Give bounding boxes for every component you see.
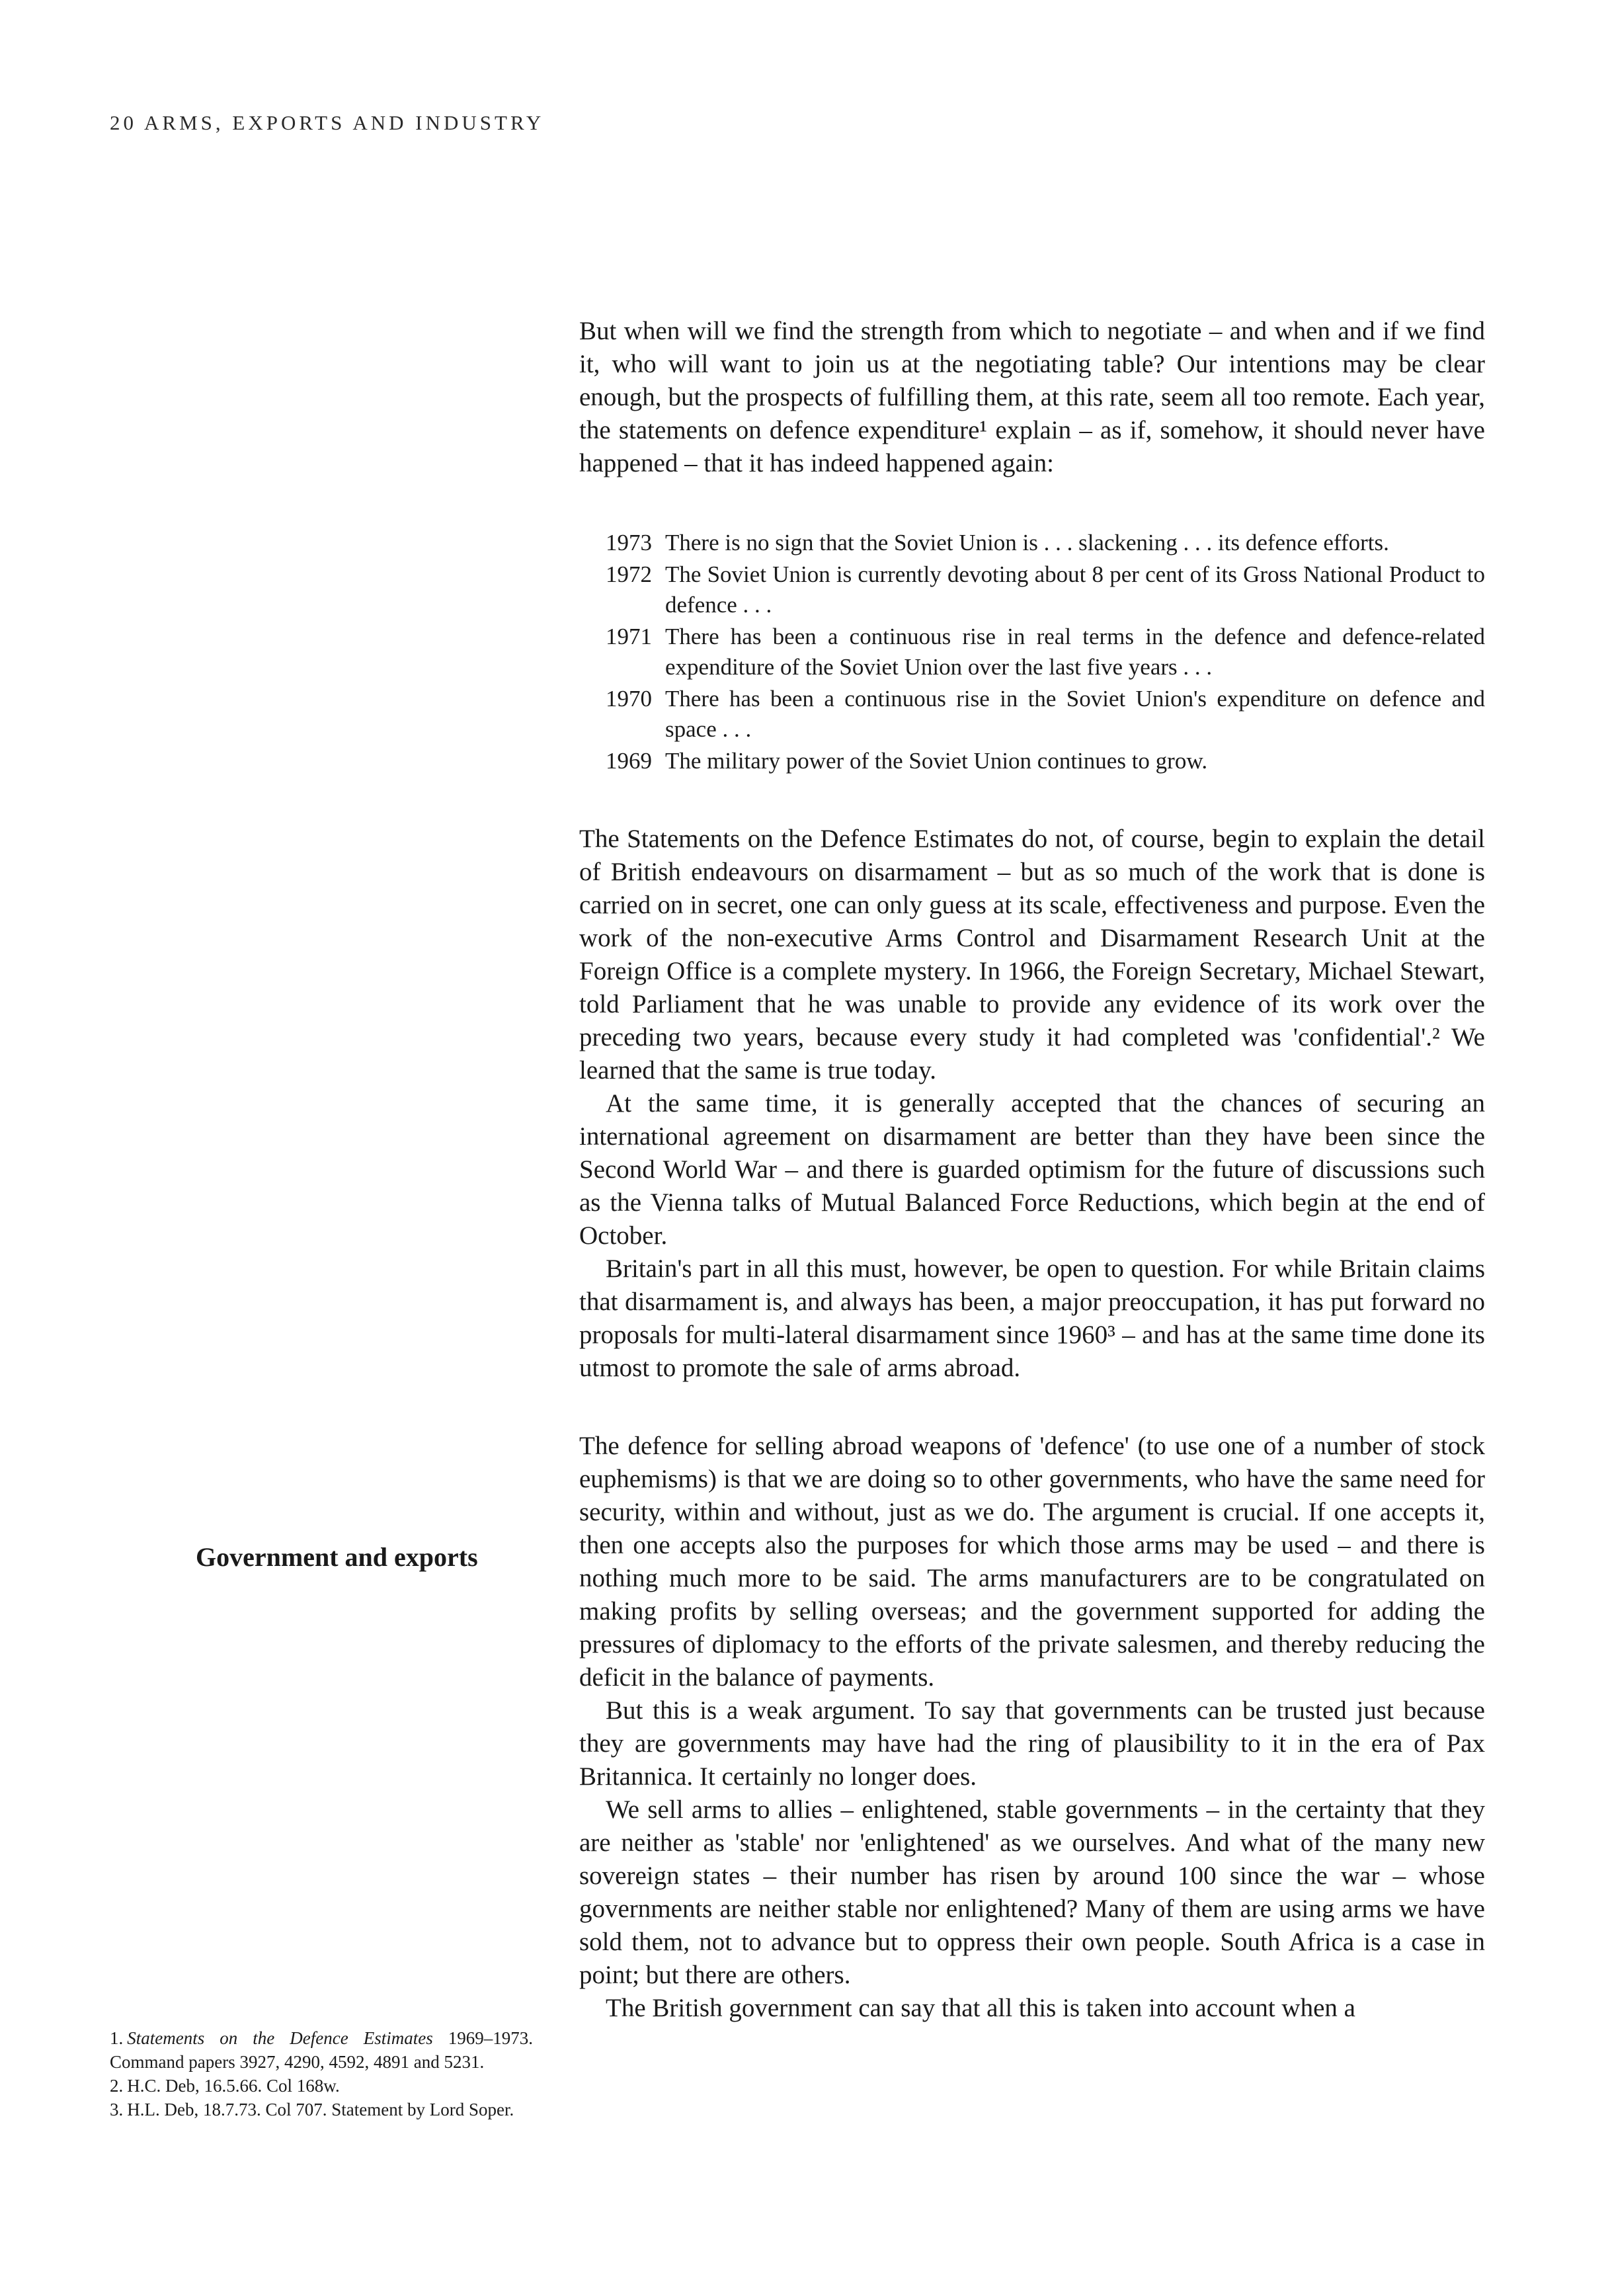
quote-item [606,746,1485,776]
quote-list [606,528,1485,776]
footnote-text: H.C. Deb, 16.5.66. Col 168w. [127,2076,340,2096]
quote-text: The Soviet Union is currently devoting about 8 per cent of its Gross National Product to defence . . . [665,561,1485,618]
body-paragraph: The British government can say that all this is taken into account when a [606,1994,1355,2022]
quote-year: 1972 [606,561,652,587]
quote-year: 1973 [606,530,652,555]
main-text-column [579,315,1485,2025]
quote-text: The military power of the Soviet Union continues to grow. [665,748,1208,774]
body-paragraph: But this is a weak argument. To say that governments can be trusted just because they are governments may have had the ring of plausibility to it in the era of Pax Britannica. It certainly no longer does. [579,1696,1485,1791]
footnote-number: 3. [110,2100,124,2119]
footnote-number: 2. [110,2076,124,2096]
quote-year: 1970 [606,686,652,712]
quote-year: 1971 [606,624,652,649]
footnote [110,2026,533,2074]
footnote [110,2098,533,2121]
footnote-text: H.L. Deb, 18.7.73. Col 707. Statement by Lord Soper. [127,2100,514,2119]
footnotes [110,2026,533,2121]
footnote [110,2074,533,2098]
body-paragraph: Britain's part in all this must, however, be open to question. For while Britain claims that disarmament is, and always has been, a major preoccupation, it has put forward no proposals for multi-lateral disarmament since 1960³ – and has at the same time done its utmost to promote the sale of arms abroad. [579,1254,1485,1382]
quote-item [606,528,1485,558]
body-paragraph: The defence for selling abroad weapons of 'defence' (to use one of a number of stock euphemisms) is that we are doing so to other governments, who have the same need for security, within and without, just as we do. The argument is crucial. If one accepts it, then one accepts also the purposes for which those arms may be used – and there is nothing much more to be said. The arms manufacturers are to be congratulated on making profits by selling overseas; and the government supported for adding the pressures of diplomacy to the efforts of the private salesmen, and thereby reducing the deficit in the balance of payments. [579,1432,1485,1692]
intro-paragraph: But when will we find the strength from which to negotiate – and when and if we find it, who will want to join us at the negotiating table? Our intentions may be clear enough, but the prospects of fulfilling them, at this rate, seem all too remote. Each year, the statements on defence expenditure¹ explain – as if, somehow, it should never have happened – that it has indeed happened again: [579,317,1485,477]
footnote-number: 1. [110,2028,124,2048]
body-paragraph: The Statements on the Defence Estimates do not, of course, begin to explain the detail of British endeavours on disarmament – but as so much of the work that is done is carried on in secret, one can only guess at its scale, effectiveness and purpose. Even the work of the non-executive Arms Control and Disarmament Research Unit at the Foreign Office is a complete mystery. In 1966, the Foreign Secretary, Michael Stewart, told Parliament that he was unable to provide any evidence of its work over the preceding two years, because every study it had completed was 'confidential'.² We learned that the same is true today. [579,825,1485,1085]
quote-text: There is no sign that the Soviet Union is . . . slackening . . . its defence efforts. [665,530,1389,555]
quote-year: 1969 [606,748,652,774]
running-head: 20 ARMS, EXPORTS AND INDUSTRY [110,111,545,134]
footnote-text: 1969–1973. Command papers 3927, 4290, 4592, 4891 and 5231. [110,2028,533,2072]
quote-item [606,684,1485,745]
section-heading: Government and exports [196,1542,478,1572]
body-paragraph: At the same time, it is generally accepted that the chances of securing an international agreement on disarmament are better than they have been since the Second World War – and there is guarded optimism for the future of discussions such as the Vienna talks of Mutual Balanced Force Reductions, which begin at the end of October. [579,1089,1485,1250]
body-paragraph: We sell arms to allies – enlightened, stable governments – in the certainty that they are neither as 'stable' nor 'enlightened' as we ourselves. And what of the many new sovereign states – their number has risen by around 100 since the war – whose governments are neither stable nor enlightened? Many of them are using arms we have sold them, not to advance but to oppress their own people. South Africa is a case in point; but there are others. [579,1795,1485,1989]
quote-item [606,559,1485,620]
quote-text: There has been a continuous rise in the Soviet Union's expenditure on defence and space . . . [665,686,1485,742]
quote-text: There has been a continuous rise in real terms in the defence and defence-related expenditure of the Soviet Union over the last five years . . . [665,624,1485,680]
footnote-title: Statements on the Defence Estimates [127,2028,433,2048]
section-government-and-exports [579,1430,1485,2025]
quote-item [606,622,1485,682]
